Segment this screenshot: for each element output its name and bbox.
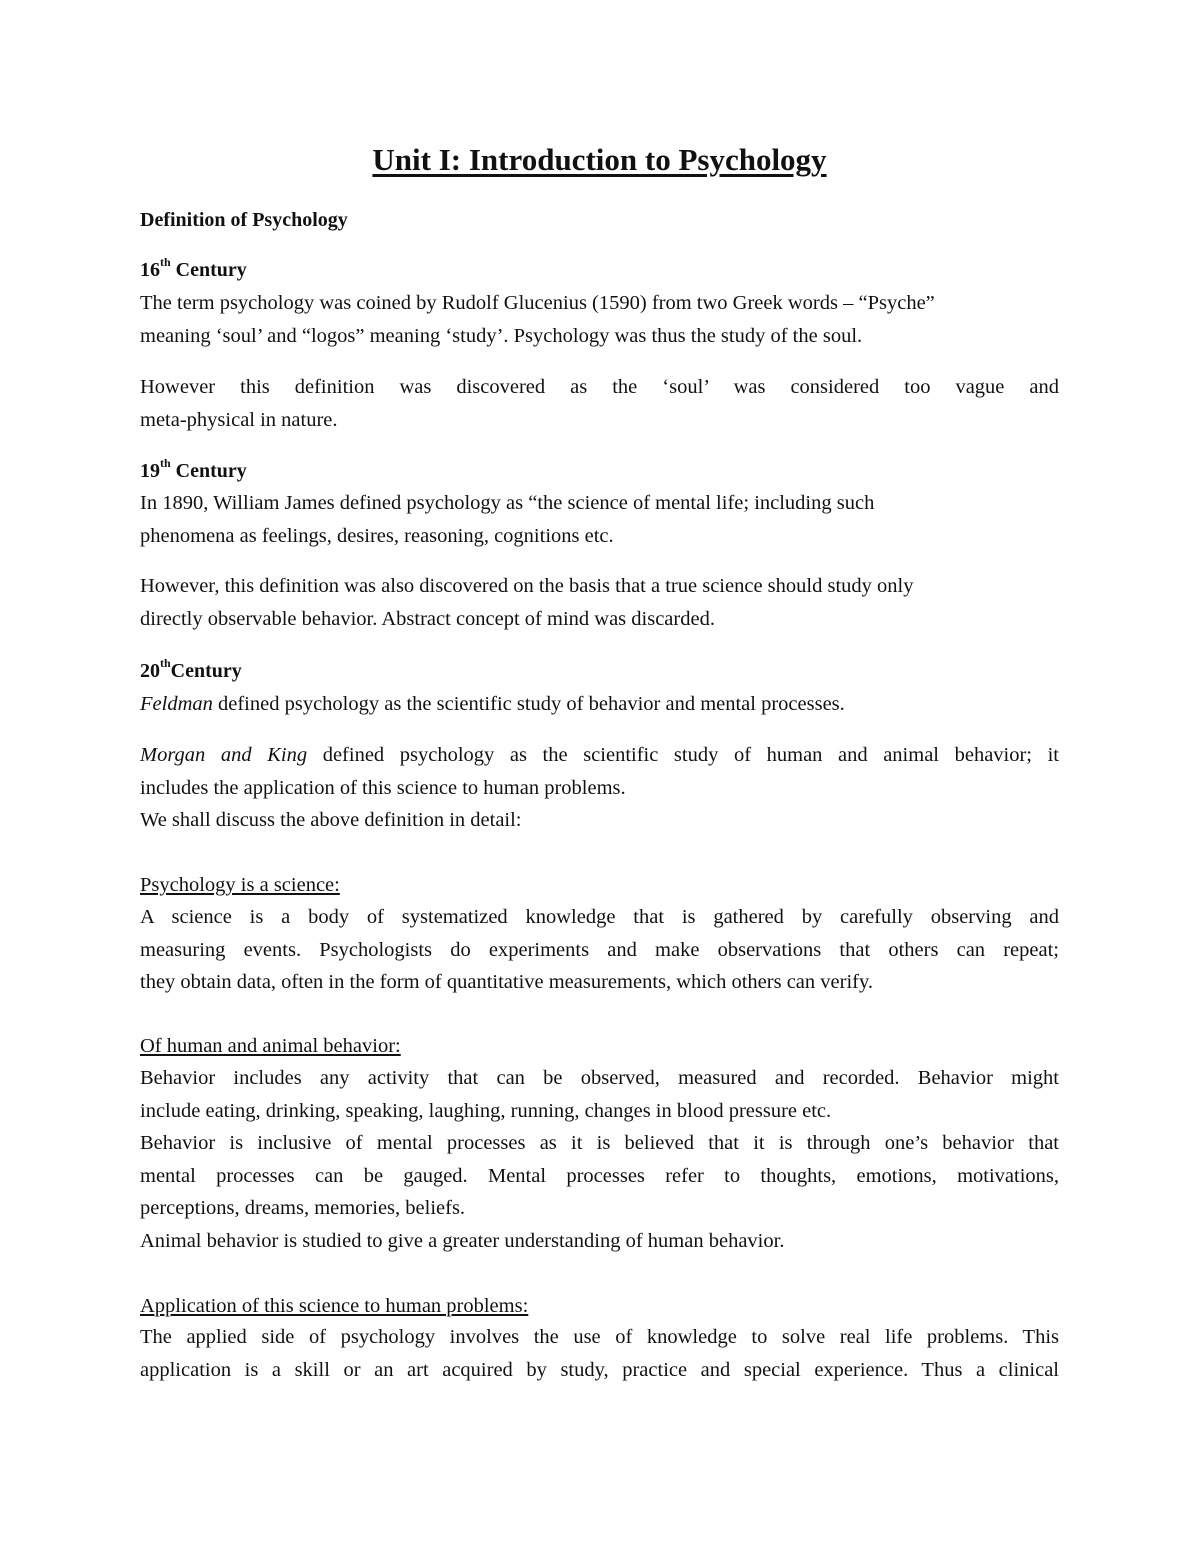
century-19-paragraph-2 xyxy=(140,570,1059,635)
science-paragraph xyxy=(140,901,1059,999)
morgan-king-text: defined psychology as the scientific study of human and animal behavior; it xyxy=(307,744,1059,766)
behavior-line-5: perceptions, dreams, memories, beliefs. xyxy=(140,1197,466,1219)
morgan-king-line-2: includes the application of this science to human problems. xyxy=(140,776,626,799)
century-16-word: Century xyxy=(170,259,247,281)
behavior-line-1: Behavior includes any activity that can be observed, measured and recorded. Behavior might xyxy=(140,1067,1059,1089)
century-19-number: 19 xyxy=(140,460,160,482)
century-19-word: Century xyxy=(170,460,247,482)
feldman-text: defined psychology as the scientific study of behavior and mental processes. xyxy=(212,693,845,715)
century-20-number: 20 xyxy=(140,660,160,682)
discuss-line: We shall discuss the above definition in detail: xyxy=(140,809,522,831)
century-16-heading xyxy=(140,257,247,283)
c19-p1-line-1: In 1890, William James defined psychology as “the science of mental life; including such xyxy=(140,492,875,514)
behavior-line-2: include eating, drinking, speaking, laughing, running, changes in blood pressure etc. xyxy=(140,1099,832,1122)
application-paragraph xyxy=(140,1321,1059,1386)
c16-p2-line-1: However this definition was discovered as the ‘soul’ was considered too vague and xyxy=(140,376,1059,398)
century-16-sup: th xyxy=(160,255,171,270)
application-heading: Application of this science to human problems: xyxy=(140,1295,529,1317)
feldman-line xyxy=(140,688,1059,721)
century-20-sup: th xyxy=(160,656,171,671)
morgan-king-definition xyxy=(140,739,1059,837)
c16-p1-line-2: meaning ‘soul’ and “logos” meaning ‘study’. Psychology was thus the study of the soul. xyxy=(140,324,863,347)
science-line-1: A science is a body of systematized knowledge that is gathered by carefully observing and xyxy=(140,906,1059,928)
science-line-2: measuring events. Psychologists do experiments and make observations that others can repeat; xyxy=(140,938,1059,961)
science-line-3: they obtain data, often in the form of quantitative measurements, which others can verify. xyxy=(140,971,874,993)
century-19-heading xyxy=(140,458,247,484)
science-heading: Psychology is a science: xyxy=(140,874,340,896)
c19-p2-line-1: However, this definition was also discovered on the basis that a true science should study only xyxy=(140,575,914,597)
century-16-number: 16 xyxy=(140,259,160,281)
c19-p2-line-2: directly observable behavior. Abstract concept of mind was discarded. xyxy=(140,607,715,630)
morgan-king-name: Morgan and King xyxy=(140,744,308,766)
feldman-definition xyxy=(140,688,1059,721)
century-20-word: Century xyxy=(170,660,242,682)
behavior-line-3: Behavior is inclusive of mental processes as it is believed that it is through one’s behavior that xyxy=(140,1132,1059,1154)
c16-p1-line-1: The term psychology was coined by Rudolf Glucenius (1590) from two Greek words – “Psyche” xyxy=(140,292,935,314)
application-line-1: The applied side of psychology involves the use of knowledge to solve real life problems. This xyxy=(140,1326,1059,1348)
morgan-king-line-1 xyxy=(140,739,1059,772)
c19-p1-line-2: phenomena as feelings, desires, reasoning, cognitions etc. xyxy=(140,524,614,547)
definition-heading: Definition of Psychology xyxy=(140,209,348,231)
page-title: Unit I: Introduction to Psychology xyxy=(372,142,827,177)
century-20-heading xyxy=(140,658,242,684)
century-16-paragraph-2 xyxy=(140,371,1059,436)
century-19-paragraph-1 xyxy=(140,487,1059,552)
behavior-line-6: Animal behavior is studied to give a greater understanding of human behavior. xyxy=(140,1229,785,1252)
c16-p2-line-2: meta-physical in nature. xyxy=(140,408,338,431)
behavior-line-4: mental processes can be gauged. Mental processes refer to thoughts, emotions, motivations, xyxy=(140,1164,1059,1187)
behavior-heading: Of human and animal behavior: xyxy=(140,1035,401,1057)
feldman-name: Feldman xyxy=(140,693,213,715)
century-16-paragraph-1 xyxy=(140,287,1059,352)
century-19-sup: th xyxy=(160,456,171,471)
behavior-paragraph xyxy=(140,1062,1059,1257)
application-line-2: application is a skill or an art acquired by study, practice and special experience. Thus a clinical xyxy=(140,1358,1059,1381)
